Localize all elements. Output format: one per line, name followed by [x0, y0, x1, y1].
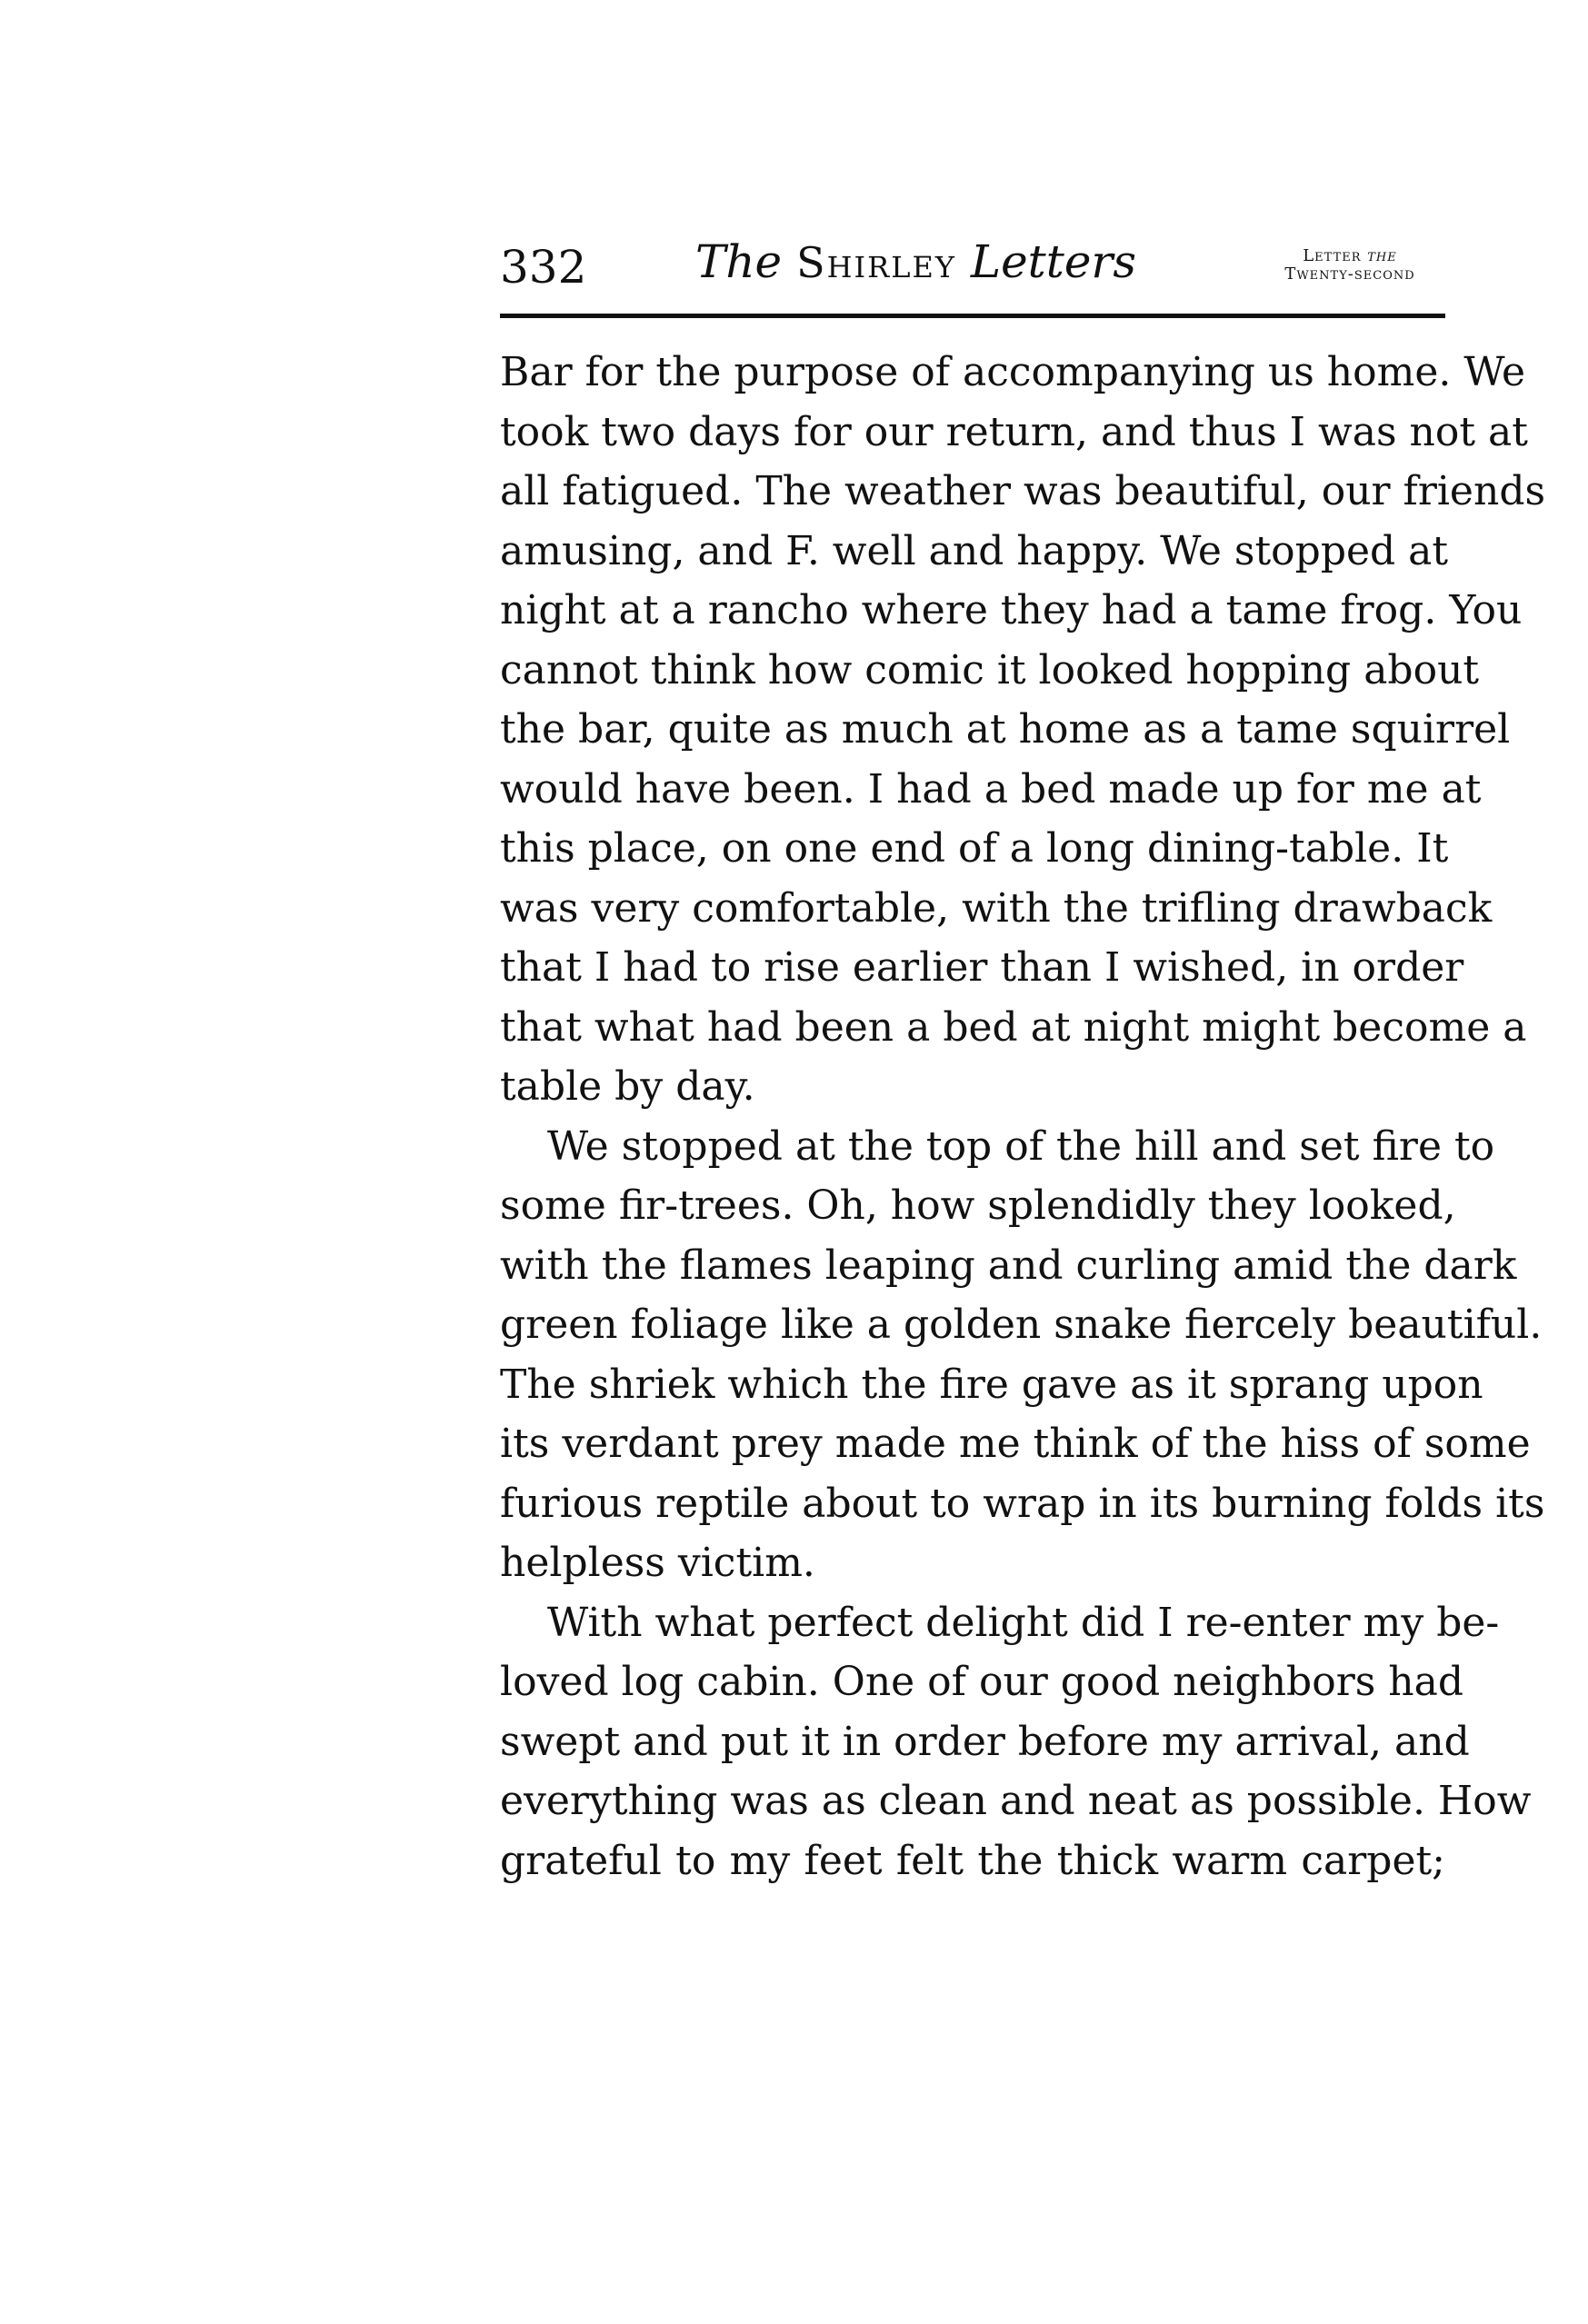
- text-line: helpless victim.: [500, 1540, 815, 1586]
- text-line: would have been. I had a bed made up for me at: [500, 765, 1482, 813]
- paragraph-start-line: With what perfect delight did I re-enter my be-: [547, 1599, 1500, 1646]
- text-line: with the flames leaping and curling amid the dark: [500, 1242, 1517, 1289]
- text-line: everything was as clean and neat as possible. How: [500, 1778, 1532, 1824]
- body-text: [500, 343, 1546, 1890]
- book-title: [695, 234, 1136, 290]
- text-line: night at a rancho where they had a tame frog. You: [500, 587, 1523, 633]
- text-line: green foliage like a golden snake fiercely beautiful.: [500, 1302, 1543, 1348]
- letter-label-the: the: [1367, 246, 1397, 265]
- text-line: its verdant prey made me think of the hiss of some: [500, 1421, 1531, 1467]
- page-number: 332: [500, 241, 587, 294]
- text-line: amusing, and F. well and happy. We stopped at: [500, 527, 1449, 574]
- text-line: Bar for the purpose of accompanying us home. We: [500, 349, 1526, 395]
- text-line: swept and put it in order before my arrival, and: [500, 1718, 1470, 1765]
- text-line: cannot think how comic it looked hopping about: [500, 646, 1480, 693]
- text-line: that I had to rise earlier than I wished, in order: [500, 944, 1464, 991]
- text-line: table by day.: [500, 1063, 755, 1110]
- text-line: grateful to my feet felt the thick warm carpet;: [500, 1837, 1445, 1884]
- running-head: [500, 234, 1445, 298]
- text-line: the bar, quite as much at home as a tame squirrel: [500, 706, 1511, 753]
- letter-label-letter: Letter: [1303, 246, 1362, 265]
- text-line: this place, on one end of a long dining-table. It: [500, 825, 1449, 872]
- book-title-letters: Letters: [970, 235, 1136, 288]
- book-title-the: The: [695, 235, 783, 288]
- text-line: loved log cabin. One of our good neighbors had: [500, 1659, 1464, 1705]
- text-line: furious reptile about to wrap in its burning folds its: [500, 1480, 1545, 1527]
- letter-label: [1254, 247, 1445, 284]
- letter-label-line2: Twenty-second: [1284, 264, 1415, 284]
- book-title-shirley: Shirley: [796, 238, 956, 287]
- letter-label-line1: [1254, 247, 1445, 265]
- paragraph-start-line: We stopped at the top of the hill and set fire to: [547, 1122, 1495, 1170]
- text-line: all fatigued. The weather was beautiful, our friends: [500, 468, 1546, 514]
- text-line: The shriek which the fire gave as it sprang upon: [500, 1361, 1483, 1408]
- text-line: was very comfortable, with the trifling drawback: [500, 884, 1493, 932]
- text-line: took two days for our return, and thus I was not at: [500, 408, 1528, 455]
- text-line: some fir-trees. Oh, how splendidly they looked,: [500, 1182, 1456, 1229]
- header-rule: [500, 314, 1445, 318]
- text-line: that what had been a bed at night might become a: [500, 1003, 1527, 1051]
